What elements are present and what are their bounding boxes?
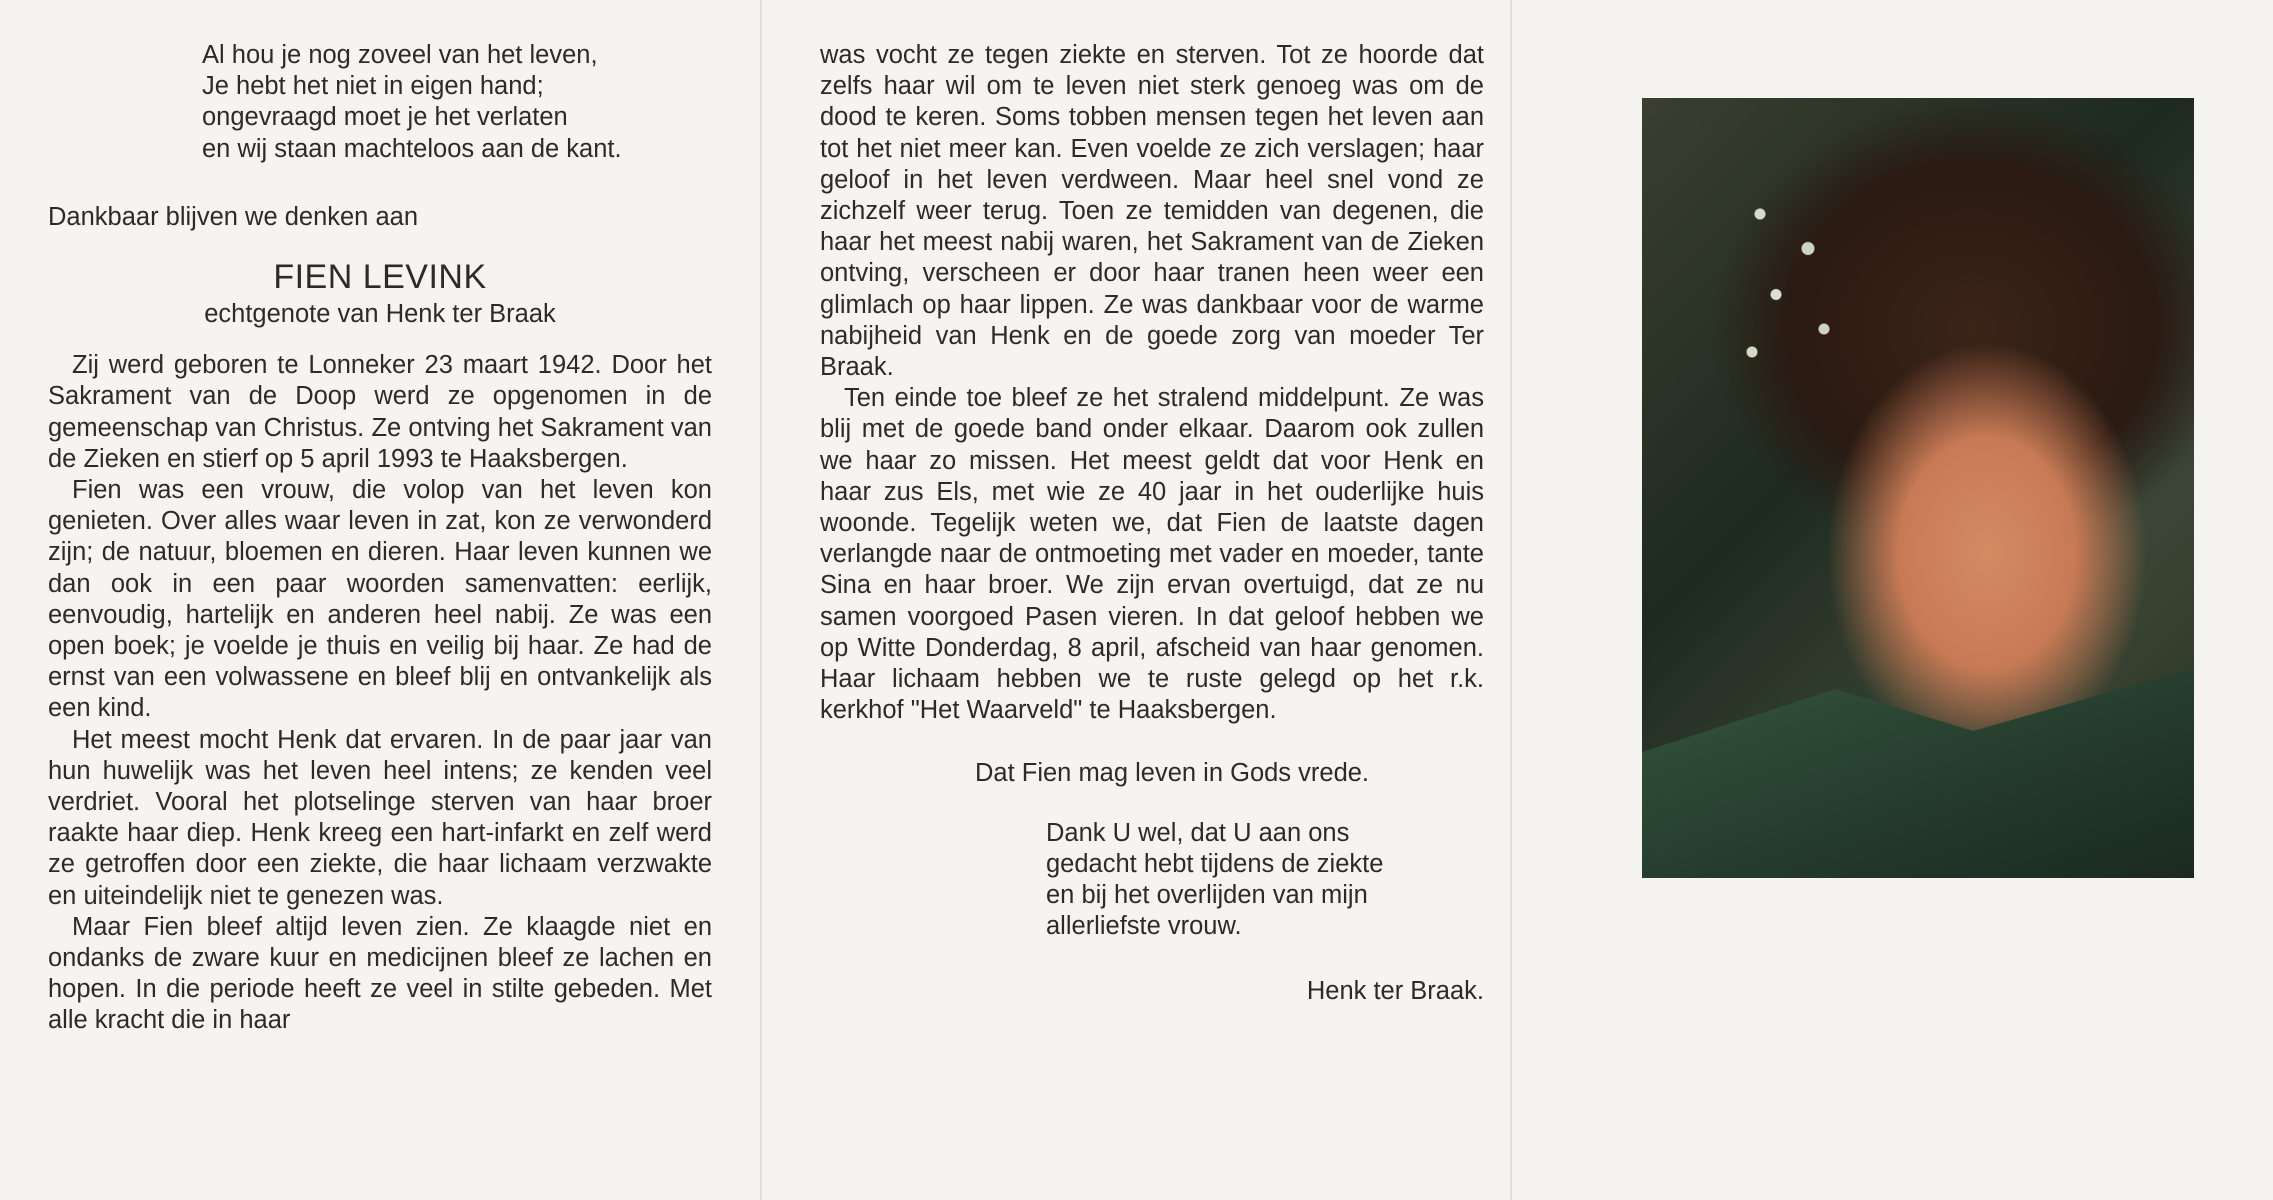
deceased-name: FIEN LEVINK — [273, 258, 487, 297]
bio-paragraph: Maar Fien bleef altijd leven zien. Ze klaagde niet en ondanks de zware kuur en medicijnen bleef ze lachen en hopen. In die periode heeft ze veel in stilte gebeden. Met alle kracht die in haar — [48, 912, 712, 1035]
closing-line: Dat Fien mag leven in Gods vrede. — [974, 759, 1370, 788]
bio-continuation: was vocht ze tegen ziekte en sterven. Tot ze hoorde dat zelfs haar wil om te leven niet sterk genoeg was om de dood te keren. Soms tobben mensen tegen het leven aan tot het niet meer kan. Even voelde ze zich verslagen; haar geloof in het leven verdween. Maar heel snel vond ze zichzelf weer terug. Toen ze temidden van degenen, die haar het meest nabij waren, het Sakrament van de Zieken ontving, verscheen er door haar tranen heen weer een glimlach op haar lippen. Ze was dankbaar voor de warme nabijheid van Henk en de goede zorg van moeder Ter Braak. — [820, 41, 1484, 382]
poem — [202, 40, 712, 165]
poem-line: en wij staan machteloos aan de kant. — [202, 134, 622, 163]
thanks-line: Dank U wel, dat U aan ons — [1046, 818, 1350, 847]
thanks-line: gedacht hebt tijdens de ziekte — [1046, 849, 1384, 878]
hair-flowers — [1712, 168, 1872, 398]
portrait-photo — [1642, 98, 2194, 878]
poem-line: Je hebt het niet in eigen hand; — [202, 72, 544, 101]
bio-paragraph: Fien was een vrouw, die volop van het leven kon genieten. Over alles waar leven in zat, kon ze verwonderd zijn; de natuur, bloemen en dieren. Haar leven kunnen we dan ook in een paar woorden samenvatten: eerlijk, eenvoudig, hartelijk en anderen heel nabij. Ze was een open boek; je voelde je thuis en veilig bij haar. Ze had de ernst van een volwassene en bleef blij en ontvankelijk als een kind. — [48, 476, 712, 723]
signature: Henk ter Braak. — [1306, 977, 1484, 1006]
fold-line-right — [1510, 0, 1512, 1200]
thanks-line: en bij het overlijden van mijn — [1046, 881, 1368, 910]
poem-line: ongevraagd moet je het verlaten — [202, 103, 568, 132]
thanks-text — [1046, 818, 1484, 943]
bio-paragraph: Ten einde toe bleef ze het stralend middelpunt. Ze was blij met de goede band onder elkaar. Daarom ook zullen we haar zo missen. Het meest geldt dat voor Henk en haar zus Els, met wie ze 40 jaar in het ouderlijke huis woonde. Tegelijk weten we, dat Fien de laatste dagen verlangde naar de ontmoeting met vader en moeder, tante Sina en haar broer. We zijn ervan overtuigd, dat ze nu samen voorgoed Pasen vieren. In dat geloof hebben we op Witte Donderdag, 8 april, afscheid van haar genomen. Haar lichaam hebben we te ruste gelegd op het r.k. kerkhof "Het Waarveld" te Haaksbergen. — [820, 384, 1484, 725]
spouse-line: echtgenote van Henk ter Braak — [204, 300, 556, 329]
left-panel — [48, 40, 712, 1037]
bio-paragraph: Zij werd geboren te Lonneker 23 maart 1942. Door het Sakrament van de Doop werd ze opgenomen in de gemeenschap van Christus. Ze ontving het Sakrament van de Zieken en stierf op 5 april 1993 te Haaksbergen. — [48, 351, 712, 473]
intro-text: Dankbaar blijven we denken aan — [48, 202, 418, 231]
fold-line-left — [760, 0, 762, 1200]
green-blouse — [1642, 668, 2194, 878]
bio-paragraph: Het meest mocht Henk dat ervaren. In de paar jaar van hun huwelijk was het leven heel intens; ze kenden veel verdriet. Vooral het plotselinge sterven van haar broer raakte haar diep. Henk kreeg een hart-infarkt en zelf werd ze getroffen door een ziekte, die haar lichaam verzwakte en uiteindelijk niet te genezen was. — [48, 725, 712, 910]
biography — [48, 350, 712, 1036]
poem-line: Al hou je nog zoveel van het leven, — [202, 41, 598, 69]
thanks-line: allerliefste vrouw. — [1046, 912, 1242, 941]
middle-panel — [820, 40, 1484, 1008]
